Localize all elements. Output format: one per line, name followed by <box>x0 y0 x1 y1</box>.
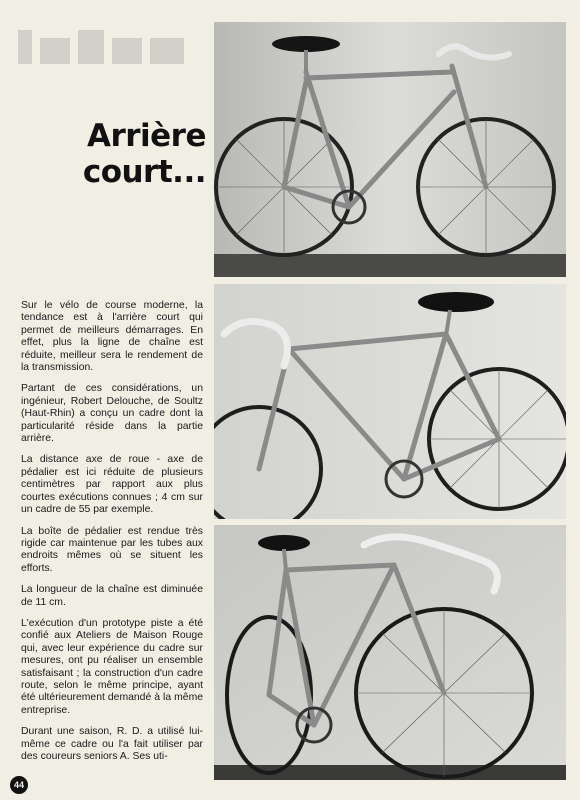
paragraph: Partant de ces considérations, un ingénieur, Robert Delouche, de Soultz (Haut-Rhin) a conçu un cadre dont la particularité réside dans la partie arrière. <box>21 383 203 445</box>
title-line-1: Arrière <box>86 118 206 154</box>
paragraph: Durant une saison, R. D. a utilisé lui-même ce cadre ou l'a fait utiliser par des coureurs seniors A. Ses uti- <box>21 726 203 762</box>
paragraph: L'exécution d'un prototype piste a été confié aux Ateliers de Maison Rouge qui, avec leur expérience du cadre sur mesures, ont pu réaliser un ensemble satisfaisant ; la construction d'un cadre route, selon le même principe, ayant été ultérieurement demandé à la même entreprise. <box>21 617 203 716</box>
paragraph: La distance axe de roue - axe de pédalier est ici réduite de plusieurs centimètres par rapport aux plus courtes exécutions connues ; 4 cm sur un cadre de 55 par exemple. <box>21 454 203 516</box>
article-title <box>66 118 206 190</box>
paragraph: Sur le vélo de course moderne, la tendance est à l'arrière court qui permet de meilleurs démarrages. En effet, plus la ligne de chaîne est réduite, meilleur sera le rendement de la transmission. <box>21 300 203 374</box>
paragraph: La boîte de pédalier est rendue très rigide car maintenue par les tubes aux endroits mêmes où se situent les efforts. <box>21 525 203 574</box>
photo-bicycle-reverse-view <box>214 284 566 519</box>
paragraph: La longueur de la chaîne est diminuée de 11 cm. <box>21 584 203 608</box>
page-number: 44 <box>10 776 28 794</box>
title-line-2: court... <box>82 154 206 190</box>
photo-bicycle-side-view <box>214 22 566 277</box>
article-body <box>21 300 203 772</box>
photo-bicycle-three-quarter-view <box>214 525 566 780</box>
show-through-text <box>18 24 188 68</box>
